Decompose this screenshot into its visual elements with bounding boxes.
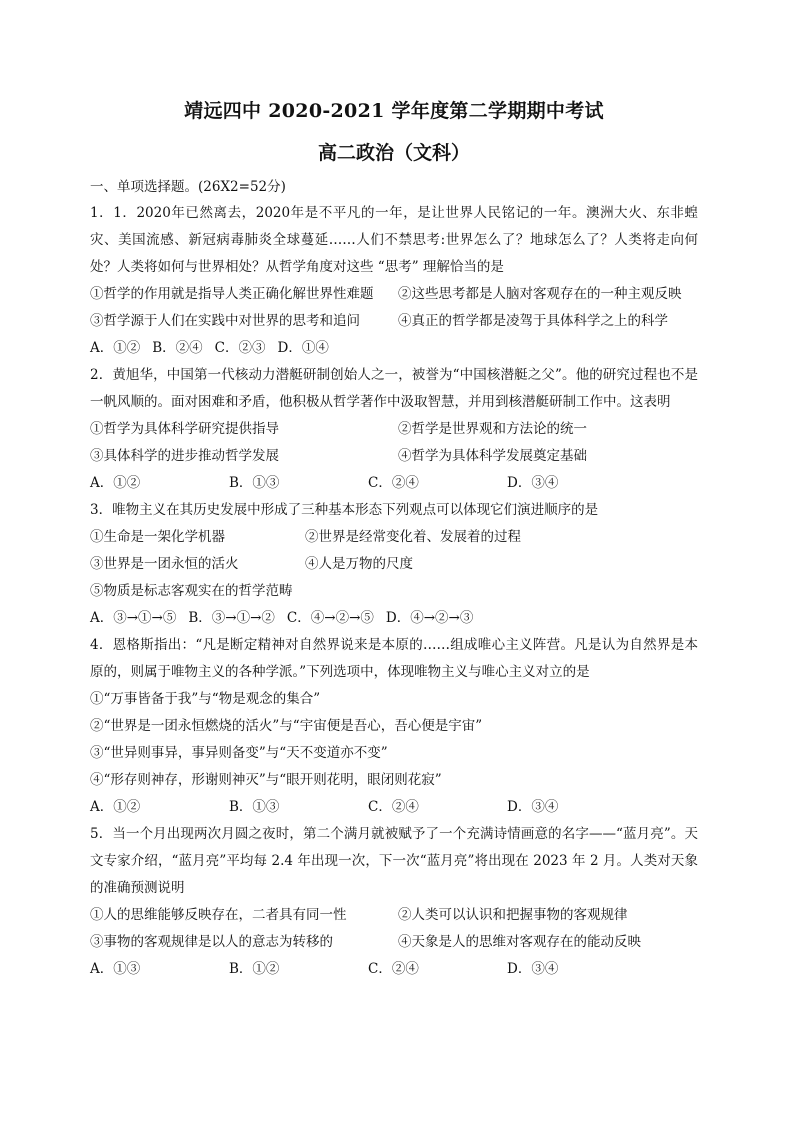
question-2-options-row-2 — [90, 443, 698, 470]
question-1-statement-2: ②这些思考都是人脑对客观存在的一种主观反映 — [398, 286, 682, 302]
question-1-options-row-1 — [90, 281, 698, 308]
question-5-choice-b[interactable]: B．①② — [229, 961, 280, 977]
question-1-choice-d[interactable]: D．①④ — [277, 340, 329, 356]
question-1-statement-4: ④真正的哲学都是凌驾于具体科学之上的科学 — [398, 313, 668, 329]
question-3-options-row-1 — [90, 524, 698, 551]
question-5 — [90, 821, 698, 983]
question-5-options-row-2 — [90, 929, 698, 956]
question-2-choice-a[interactable]: A．①② — [90, 475, 141, 491]
question-2-statement-1: ①哲学为具体科学研究提供指导 — [90, 421, 279, 437]
question-4 — [90, 632, 698, 821]
question-1-choice-a[interactable]: A．①② — [90, 340, 141, 356]
question-3-statement-3: ③世界是一团永恒的活火 — [90, 556, 239, 572]
question-3-choice-a[interactable]: A．③→①→⑤ — [90, 610, 177, 626]
question-5-statement-2: ②人类可以认识和把握事物的客观规律 — [398, 907, 628, 923]
question-5-choice-a[interactable]: A．①③ — [90, 961, 141, 977]
question-3 — [90, 497, 698, 632]
question-3-choice-b[interactable]: B．③→①→② — [188, 610, 275, 626]
question-2-statement-3: ③具体科学的进步推动哲学发展 — [90, 448, 279, 464]
section-heading: 一、单项选择题。(26X2=52分) — [90, 179, 286, 195]
question-5-choices — [90, 956, 698, 983]
question-4-stem: 4．恩格斯指出：“凡是断定精神对自然界说来是本原的……组成唯心主义阵营。凡是认为自然界是本原的，则属于唯物主义的各种学派。”下列选项中，体现唯物主义与唯心主义对立的是 — [90, 637, 698, 680]
question-5-statement-4: ④天象是人的思维对客观存在的能动反映 — [398, 934, 641, 950]
question-2 — [90, 362, 698, 497]
question-1-stem: 1．1．2020年已然离去，2020年是不平凡的一年，是让世界人民铭记的一年。澳洲大火、东非蝗灾、美国流感、新冠病毒肺炎全球蔓延……人们不禁思考:世界怎么了？地球怎么了？人类将走向何处？人类将如何与世界相处？从哲学角度对这些 “思考” 理解恰当的是 — [90, 205, 698, 275]
exam-subtitle: 高二政治（文科） — [317, 142, 470, 164]
question-3-statement-4: ④人是万物的尺度 — [305, 556, 413, 572]
question-1-choices — [90, 335, 698, 362]
question-2-choice-b[interactable]: B．①③ — [229, 475, 280, 491]
question-5-options-row-1 — [90, 902, 698, 929]
exam-title: 靖远四中 2020-2021 学年度第二学期期中考试 — [184, 100, 604, 122]
question-1 — [90, 200, 698, 362]
question-4-statement-1: ①“万事皆备于我”与“物是观念的集合” — [90, 691, 321, 707]
question-4-choice-d[interactable]: D．③④ — [507, 799, 559, 815]
question-2-choice-c[interactable]: C．②④ — [368, 475, 419, 491]
question-5-statement-1: ①人的思维能够反映存在，二者具有同一性 — [90, 907, 347, 923]
question-4-statement-4: ④“形存则神存，形谢则神灭”与“眼开则花明，眼闭则花寂” — [90, 772, 442, 788]
question-2-statement-4: ④哲学为具体科学发展奠定基础 — [398, 448, 587, 464]
question-1-statement-3: ③哲学源于人们在实践中对世界的思考和追问 — [90, 313, 360, 329]
question-3-stem: 3．唯物主义在其历史发展中形成了三种基本形态下列观点可以体现它们演进顺序的是 — [90, 502, 599, 518]
question-3-statement-5: ⑤物质是标志客观实在的哲学范畴 — [90, 583, 293, 599]
question-2-choices — [90, 470, 698, 497]
question-3-statement-2: ②世界是经常变化着、发展着的过程 — [305, 529, 521, 545]
question-3-choices — [90, 605, 698, 632]
question-4-choice-b[interactable]: B．①③ — [229, 799, 280, 815]
question-5-stem: 5．当一个月出现两次月圆之夜时，第二个满月就被赋予了一个充满诗情画意的名字——“蓝月亮”。天文专家介绍，“蓝月亮”平均每 2.4 年出现一次，下一次“蓝月亮”将出现在 2023 年 2 月。人类对天象的准确预测说明 — [90, 826, 698, 896]
question-4-statement-3: ③“世异则事异，事异则备变”与“天不变道亦不变” — [90, 745, 388, 761]
question-4-choices — [90, 794, 698, 821]
question-4-statement-2: ②“世界是一团永恒燃烧的活火”与“宇宙便是吾心，吾心便是宇宙” — [90, 718, 483, 734]
question-4-choice-c[interactable]: C．②④ — [368, 799, 419, 815]
question-1-options-row-2 — [90, 308, 698, 335]
question-5-choice-d[interactable]: D．③④ — [507, 961, 559, 977]
question-2-statement-2: ②哲学是世界观和方法论的统一 — [398, 421, 587, 437]
question-3-options-row-2 — [90, 551, 698, 578]
question-5-statement-3: ③事物的客观规律是以人的意志为转移的 — [90, 934, 333, 950]
question-2-choice-d[interactable]: D．③④ — [507, 475, 559, 491]
question-3-statement-1: ①生命是一架化学机器 — [90, 529, 225, 545]
question-2-options-row-1 — [90, 416, 698, 443]
question-5-choice-c[interactable]: C．②④ — [368, 961, 419, 977]
question-2-stem: 2．黄旭华，中国第一代核动力潜艇研制创始人之一，被誉为“中国核潜艇之父”。他的研究过程也不是一帆风顺的。面对困难和矛盾，他积极从哲学著作中汲取智慧，并用到核潜艇研制工作中。这表明 — [90, 367, 698, 410]
question-1-choice-b[interactable]: B．②④ — [152, 340, 203, 356]
question-3-choice-c[interactable]: C．④→②→⑤ — [286, 610, 374, 626]
question-4-choice-a[interactable]: A．①② — [90, 799, 141, 815]
question-3-choice-d[interactable]: D．④→②→③ — [385, 610, 474, 626]
question-1-statement-1: ①哲学的作用就是指导人类正确化解世界性难题 — [90, 286, 374, 302]
question-1-choice-c[interactable]: C．②③ — [214, 340, 266, 356]
